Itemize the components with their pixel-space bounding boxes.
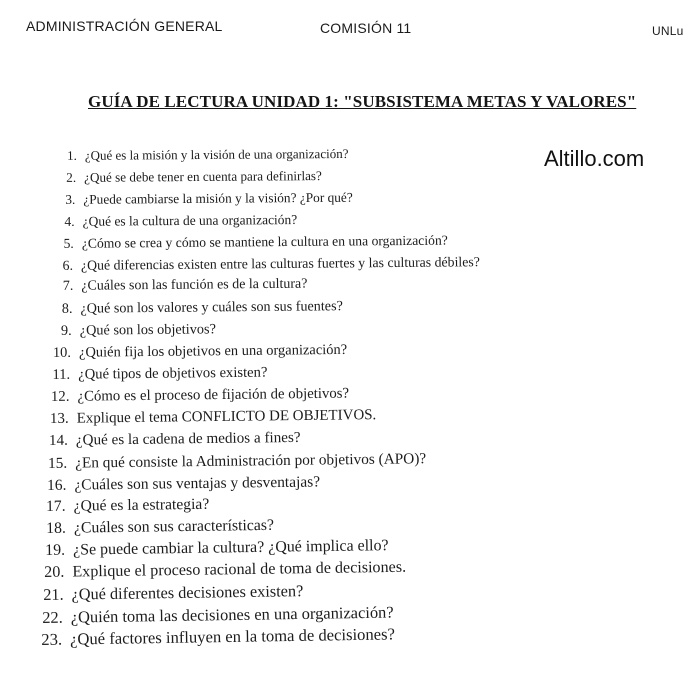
question-text: Explique el proceso racional de toma de decisiones. [71,558,406,581]
header-course-name: ADMINISTRACIÓN GENERAL [26,18,223,34]
question-number: 10. [52,344,71,362]
question-text: ¿Qué es la estrategia? [73,496,210,515]
question-number: 14. [49,432,69,449]
question-item [43,496,209,516]
question-text: Explique el tema CONFLICTO DE OBJETIVOS. [76,406,377,427]
question-text: ¿En qué consiste la Administración por objetivos (APO)? [75,449,427,472]
question-number: 7. [62,279,73,295]
question-item [54,232,448,251]
question-number: 2. [66,169,77,185]
watermark-text: Altillo.com [544,146,645,171]
question-text: ¿Quién toma las decisiones en una organización? [70,602,394,627]
question-text: ¿Qué son los valores y cuáles son sus fuentes? [80,298,343,318]
question-text: ¿Qué diferencias existen entre las culturas fuertes y las culturas débiles? [81,253,481,273]
question-item [39,602,394,627]
header-university: UNLu [652,24,684,38]
question-text: ¿Cuáles son sus ventajas y desventajas? [74,472,321,494]
question-text: ¿Qué tipos de objetivos existen? [77,364,268,383]
question-number: 22. [42,607,63,627]
question-item [45,450,426,473]
question-item [41,537,388,560]
question-item [52,298,343,318]
question-item [57,168,322,186]
question-text: ¿Se puede cambiar la cultura? ¿Qué implica ello? [72,537,389,559]
question-item [47,407,376,428]
question-item [38,624,395,650]
question-item [41,559,406,582]
question-number: 18. [45,519,66,538]
question-number: 11. [52,366,71,383]
question-number: 13. [49,410,69,427]
question-number: 19. [44,541,65,560]
question-text: ¿Qué son los objetivos? [79,321,216,339]
question-item [44,473,320,495]
question-number: 3. [65,191,76,207]
question-text: ¿Qué es la misión y la visión de una organización? [84,145,349,163]
header-commission: COMISIÓN 11 [320,20,412,36]
question-number: 20. [43,563,65,582]
question-item [56,189,353,207]
question-item [48,385,349,405]
question-number: 4. [64,213,75,229]
question-number: 8. [61,301,73,318]
question-number: 1. [66,147,77,163]
question-text: ¿Puede cambiarse la misión y la visión? ¿Por qué? [83,189,353,207]
question-text: ¿Quién fija los objetivos en una organización? [78,341,347,361]
document-title: GUÍA DE LECTURA UNIDAD 1: "SUBSISTEMA METAS Y VALORES" [88,92,637,111]
question-number: 9. [60,322,72,340]
question-number: 21. [42,585,64,604]
question-item [51,322,216,341]
question-number: 16. [47,476,67,494]
question-number: 15. [48,454,68,472]
page-header [0,14,700,44]
question-item [58,146,349,164]
question-item [52,277,307,295]
question-text: ¿Qué se debe tener en cuenta para definirlas? [84,167,322,185]
question-text: ¿Qué es la cultura de una organización? [82,211,298,229]
question-number: 5. [63,235,75,251]
question-text: ¿Cuáles son sus características? [73,517,274,537]
question-item [49,365,268,384]
question-item [42,517,273,538]
question-number: 12. [50,388,70,405]
question-text: ¿Cómo es el proceso de fijación de objetivos? [77,385,350,405]
question-text: ¿Qué es la cadena de medios a fines? [75,429,301,449]
question-text: ¿Cómo se crea y cómo se mantiene la cultura en una organización? [82,232,449,251]
question-text: ¿Cuáles son las función es de la cultura? [80,276,308,295]
question-item [55,212,297,230]
question-item [50,342,347,362]
question-number: 17. [46,498,67,516]
question-item [46,430,301,450]
question-text: ¿Qué diferentes decisiones existen? [71,582,304,604]
question-number: 6. [63,257,74,273]
question-number: 23. [41,629,63,649]
question-text: ¿Qué factores influyen en la toma de decisiones? [69,624,396,649]
question-item [40,582,304,605]
question-item [53,254,480,274]
